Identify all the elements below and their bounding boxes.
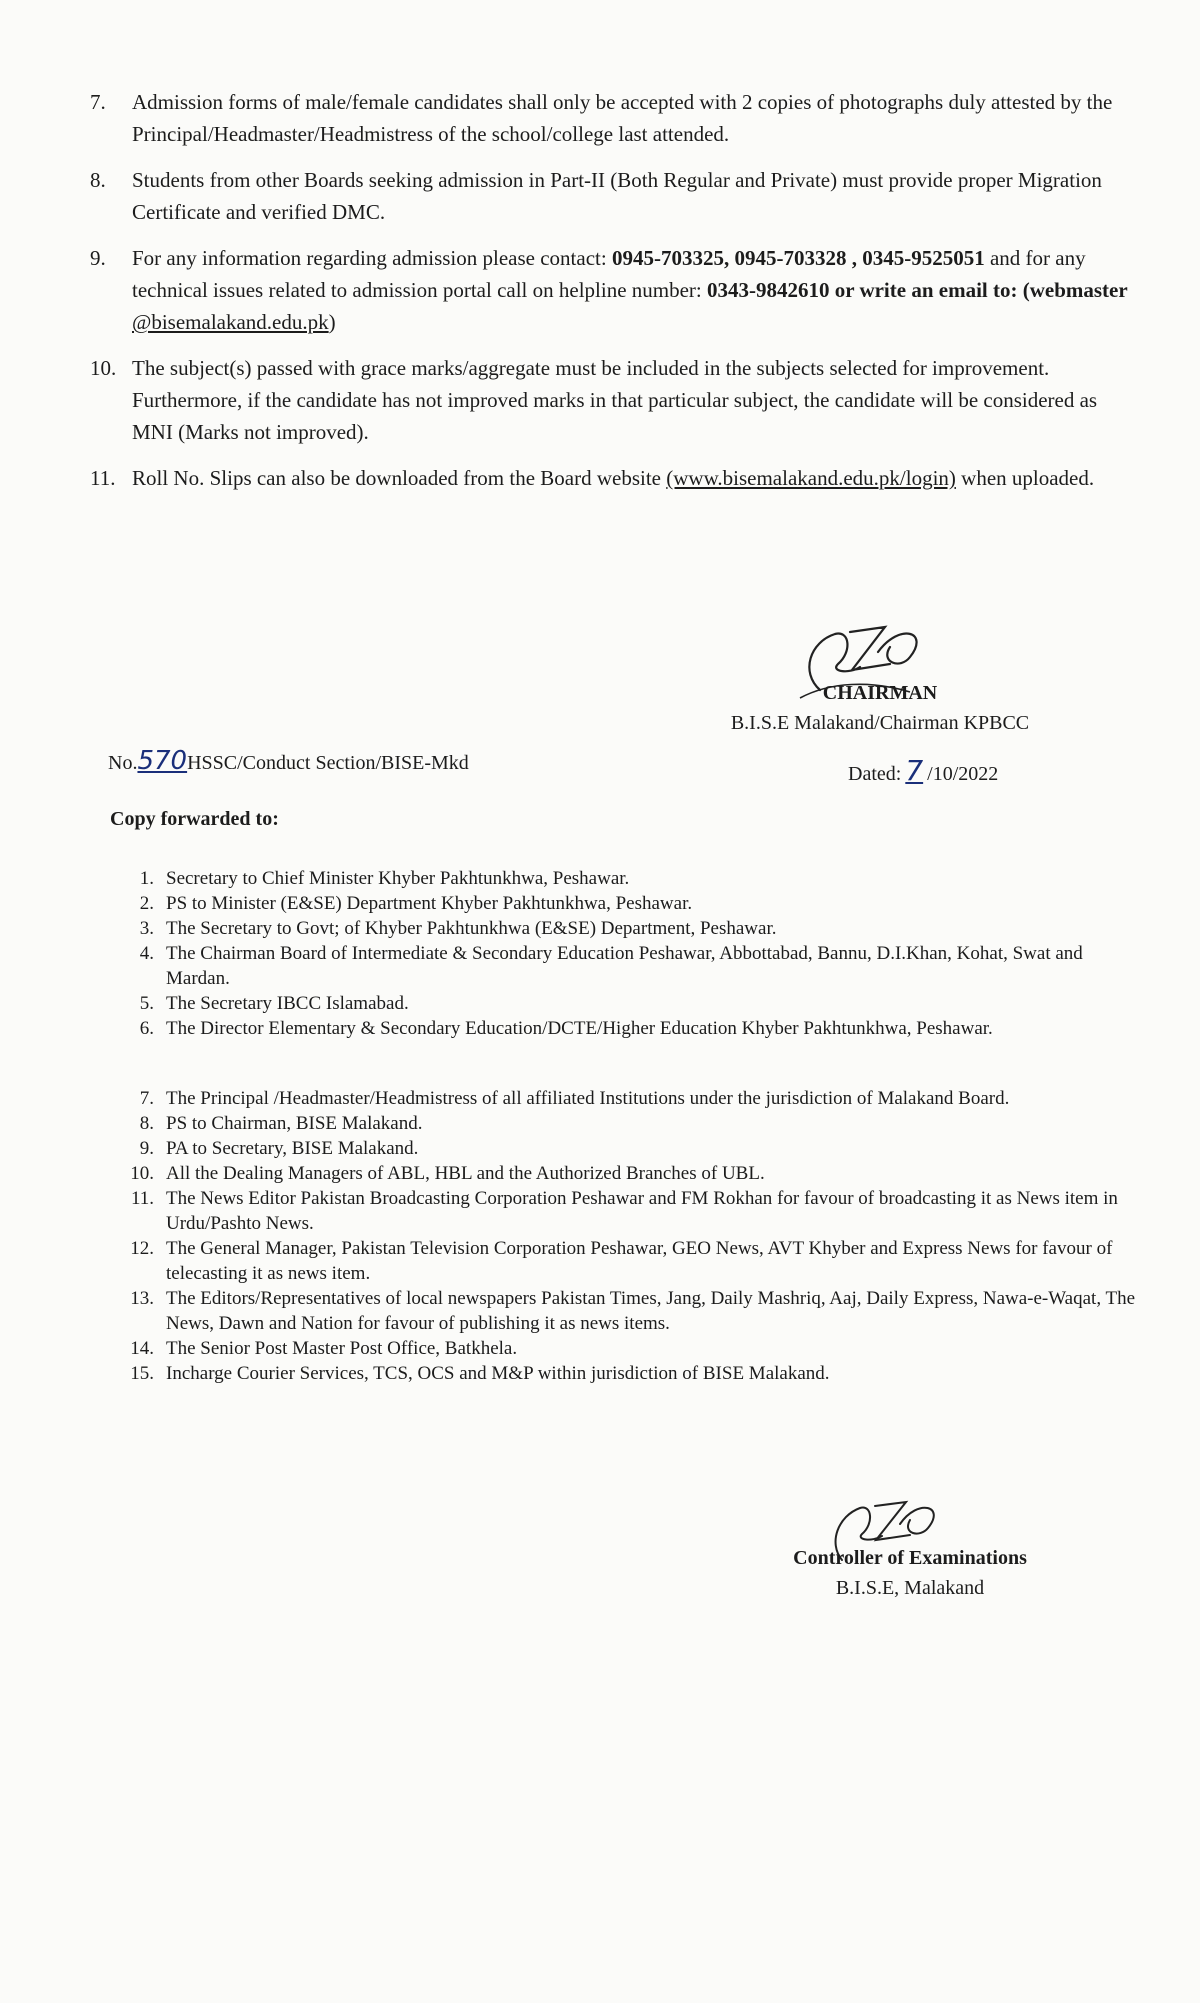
dated-rest: /10/2022 (927, 763, 999, 785)
email-label: (webmaster (1022, 278, 1128, 302)
item-text: The General Manager, Pakistan Television Corporation Peshawar, GEO News, AVT Khyber and Express News for favour of telecasting it as news item. (166, 1238, 1113, 1284)
item-text: All the Dealing Managers of ABL, HBL and the Authorized Branches of UBL. (166, 1163, 765, 1184)
item-number: 4. (139, 943, 154, 964)
item-text: The Editors/Representatives of local newspapers Pakistan Times, Jang, Daily Mashriq, Aaj, Daily Express, Nawa-e-Waqat, The News, Dawn and Nation for favour of publishing it as news items. (166, 1288, 1136, 1334)
copy-list-b (130, 1086, 1140, 1386)
item-text: The Senior Post Master Post Office, Batkhela. (166, 1338, 518, 1359)
instruction-item (90, 86, 1140, 150)
item-number: 12. (130, 1238, 154, 1259)
item-number: 11. (130, 1188, 154, 1209)
item-text: PS to Minister (E&SE) Department Khyber Pakhtunkhwa, Peshawar. (166, 893, 693, 914)
instruction-item-contact (90, 242, 1140, 338)
handwritten-reference-no: 570 (137, 746, 188, 776)
item-number: 8. (139, 1113, 154, 1134)
rollno-post: when uploaded. (961, 466, 1095, 490)
email-end: ) (328, 310, 336, 334)
reference-suffix: HSSC/Conduct Section/BISE-Mkd (187, 752, 469, 774)
list-item (130, 891, 1140, 916)
item-text: PA to Secretary, BISE Malakand. (166, 1138, 419, 1159)
item-number: 10. (130, 1163, 154, 1184)
list-item (130, 1111, 1140, 1136)
list-item (130, 1016, 1140, 1041)
instruction-text: The subject(s) passed with grace marks/aggregate must be included in the subjects selected for improvement. Furthermore, if the candidate has not improved marks in that particular subject, the candidate will be considered as MNI (Marks not improved). (132, 356, 1098, 444)
rollno-pre: Roll No. Slips can also be downloaded from the Board website (132, 466, 661, 490)
list-item (130, 866, 1140, 891)
item-number: 15. (130, 1363, 154, 1384)
item-number: 3. (139, 918, 154, 939)
item-text: The Director Elementary & Secondary Education/DCTE/Higher Education Khyber Pakhtunkhwa, Peshawar. (166, 1018, 993, 1039)
list-item (130, 941, 1140, 991)
list-item (130, 1186, 1140, 1236)
item-number: 13. (130, 1288, 154, 1309)
list-item (130, 1236, 1140, 1286)
dated-label: Dated: (848, 763, 902, 785)
item-text: Secretary to Chief Minister Khyber Pakhtunkhwa, Peshawar. (166, 868, 630, 889)
instruction-item-rollno (90, 462, 1140, 494)
list-item (130, 1136, 1140, 1161)
item-text: Incharge Courier Services, TCS, OCS and M&P within jurisdiction of BISE Malakand. (166, 1363, 830, 1384)
list-item (130, 916, 1140, 941)
copy-list-a (130, 866, 1140, 1041)
instruction-number: 10. (90, 356, 117, 380)
controller-block (750, 1543, 1070, 1603)
item-number: 2. (139, 893, 154, 914)
instruction-text (132, 462, 1140, 494)
instruction-number: 8. (90, 168, 106, 192)
list-item (130, 1086, 1140, 1111)
admission-instructions (90, 86, 1140, 508)
instruction-item (90, 352, 1140, 448)
item-number: 9. (139, 1138, 154, 1159)
chairman-block (710, 678, 1050, 738)
item-number: 6. (139, 1018, 154, 1039)
list-item (130, 1361, 1140, 1386)
issue-date (848, 754, 998, 787)
item-text: PS to Chairman, BISE Malakand. (166, 1113, 423, 1134)
instruction-text (132, 242, 1140, 338)
instruction-number: 11. (90, 466, 116, 490)
controller-subtitle: B.I.S.E, Malakand (835, 1577, 985, 1599)
controller-title: Controller of Examinations (793, 1547, 1027, 1569)
item-number: 5. (139, 993, 154, 1014)
reference-number (108, 746, 469, 776)
chairman-subtitle: B.I.S.E Malakand/Chairman KPBCC (730, 712, 1030, 734)
contact-intro: For any information regarding admission please contact: (132, 246, 607, 270)
instruction-item (90, 164, 1140, 228)
item-text: The News Editor Pakistan Broadcasting Corporation Peshawar and FM Rokhan for favour of broadcasting it as News item in Urdu/Pashto News. (166, 1188, 1118, 1234)
instruction-number: 9. (90, 246, 106, 270)
item-text: The Secretary to Govt; of Khyber Pakhtunkhwa (E&SE) Department, Peshawar. (166, 918, 777, 939)
contact-phones: 0945-703325, 0945-703328 , 0345-9525051 (611, 246, 985, 270)
item-number: 7. (139, 1088, 154, 1109)
item-text: The Chairman Board of Intermediate & Secondary Education Peshawar, Abbottabad, Bannu, D.I.Khan, Kohat, Swat and Mardan. (166, 943, 1083, 989)
item-text: The Principal /Headmaster/Headmistress of all affiliated Institutions under the jurisdiction of Malakand Board. (166, 1088, 1010, 1109)
board-website-link[interactable]: (www.bisemalakand.edu.pk/login) (666, 466, 956, 490)
instruction-text: Admission forms of male/female candidates shall only be accepted with 2 copies of photographs duly attested by the Principal/Headmaster/Headmistress of the school/college last attended. (132, 90, 1113, 146)
helpline-number: 0343-9842610 or write an email to: (707, 278, 1018, 302)
list-item (130, 1336, 1140, 1361)
list-item (130, 1161, 1140, 1186)
instruction-text: Students from other Boards seeking admission in Part-II (Both Regular and Private) must provide proper Migration Certificate and verified DMC. (132, 168, 1102, 224)
list-item (130, 991, 1140, 1016)
copy-forwarded-heading: Copy forwarded to: (110, 808, 279, 830)
instruction-number: 7. (90, 90, 106, 114)
item-number: 14. (130, 1338, 154, 1359)
email-link[interactable]: @bisemalakand.edu.pk (132, 310, 329, 334)
chairman-title: CHAIRMAN (822, 682, 938, 704)
contact-mid: and for any technical issues related to admission portal call on helpline number: (132, 246, 1086, 302)
item-number: 1. (139, 868, 154, 889)
reference-prefix: No. (108, 752, 138, 774)
item-text: The Secretary IBCC Islamabad. (166, 993, 409, 1014)
list-item (130, 1286, 1140, 1336)
handwritten-date-day: 7 (905, 754, 924, 787)
